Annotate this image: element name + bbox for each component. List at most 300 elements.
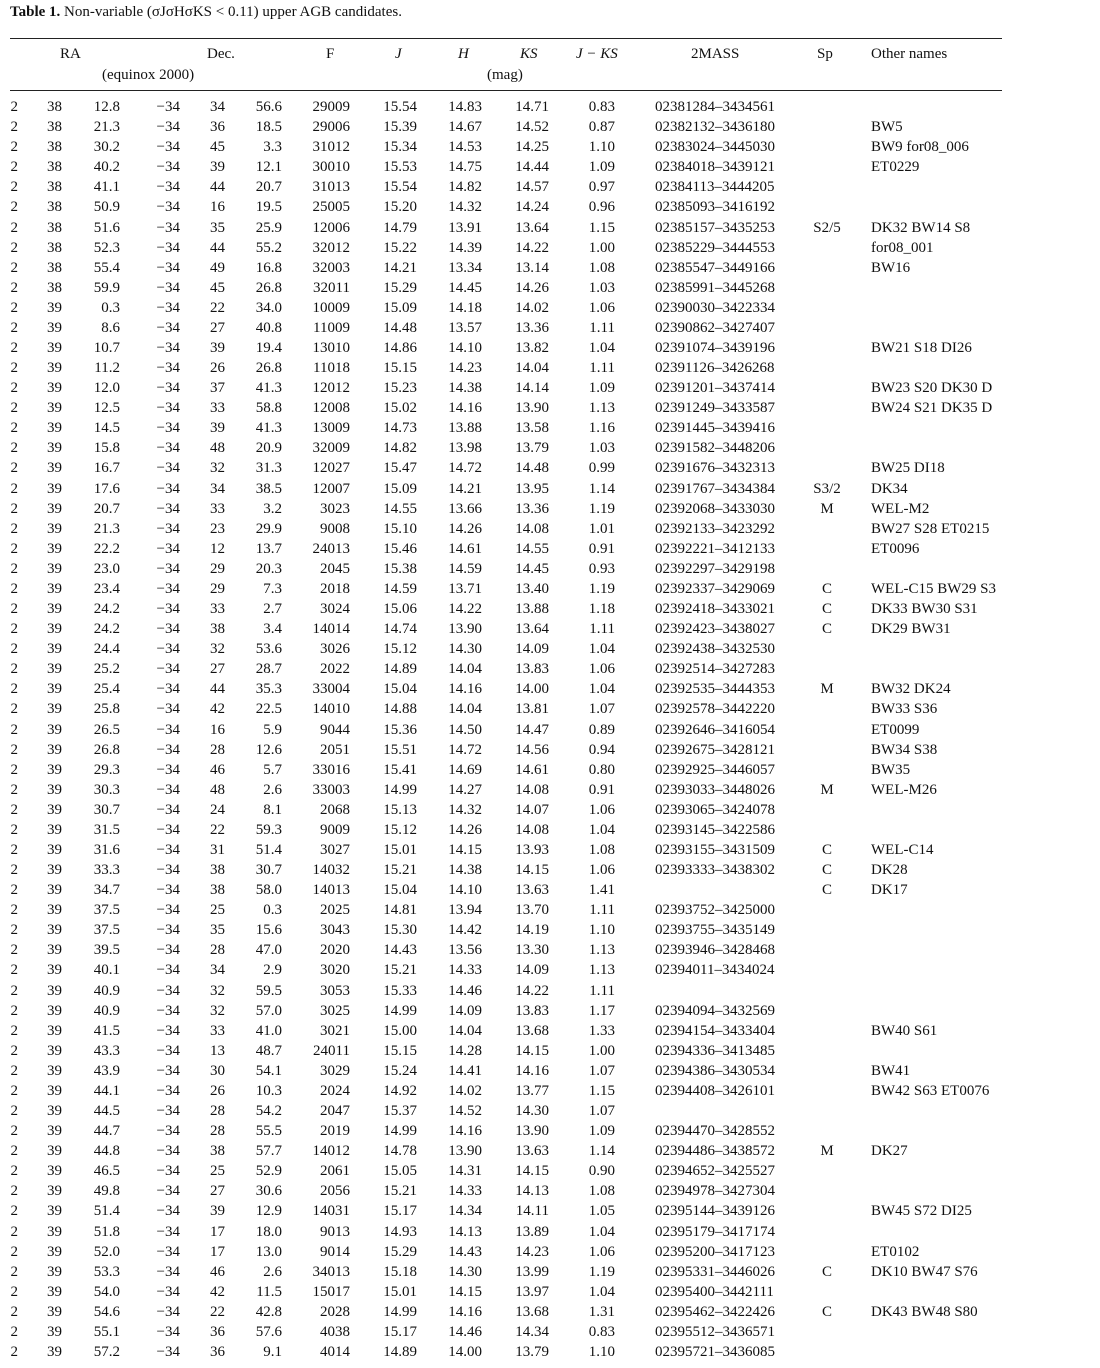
cell-j-mag: 14.59: [383, 580, 417, 597]
cell-dec-degrees: −34: [156, 902, 180, 919]
cell-dec-degrees: −34: [156, 621, 180, 638]
cell-dec-degrees: −34: [156, 942, 180, 959]
cell-j-ks: 1.19: [588, 580, 615, 597]
cell-ks-mag: 13.14: [515, 259, 549, 276]
table-row: [0, 901, 1100, 921]
table-row: [0, 480, 1100, 500]
cell-ks-mag: 13.77: [515, 1082, 549, 1099]
cell-ra-minutes: 39: [47, 299, 62, 316]
cell-j-ks: 0.83: [588, 1323, 615, 1340]
cell-ra-hours: 2: [10, 902, 18, 919]
cell-twomass-id: 02393145–3422586: [655, 821, 775, 838]
cell-f-id: 2045: [320, 560, 350, 577]
header-dec: Dec.: [207, 46, 235, 62]
cell-j-ks: 1.18: [588, 601, 615, 617]
cell-dec-arcsec: 42.8: [255, 1303, 282, 1320]
cell-ra-seconds: 40.2: [93, 159, 120, 176]
cell-twomass-id: 02395512–3436571: [655, 1323, 775, 1340]
cell-ra-hours: 2: [10, 1103, 18, 1119]
cell-f-id: 15017: [312, 1283, 350, 1300]
cell-ra-minutes: 39: [47, 601, 62, 617]
table-row: [0, 1162, 1100, 1182]
cell-ra-seconds: 44.7: [93, 1123, 120, 1140]
cell-ra-hours: 2: [10, 922, 18, 939]
cell-ra-seconds: 20.7: [93, 500, 120, 517]
cell-dec-arcmin: 36: [210, 1323, 225, 1340]
cell-f-id: 14031: [312, 1203, 350, 1220]
cell-h-mag: 14.26: [448, 821, 482, 838]
cell-dec-arcsec: 0.3: [263, 902, 282, 919]
cell-j-mag: 15.04: [383, 882, 417, 899]
cell-other-names: DK17: [871, 882, 908, 899]
cell-j-mag: 15.29: [383, 1243, 417, 1260]
table-row: [0, 339, 1100, 359]
cell-j-mag: 14.93: [383, 1223, 417, 1240]
table-row: [0, 1182, 1100, 1202]
cell-ra-seconds: 0.3: [101, 299, 120, 316]
cell-j-ks: 1.05: [588, 1203, 615, 1220]
table-row: [0, 961, 1100, 981]
header-ks: KS: [520, 46, 538, 62]
cell-ra-hours: 2: [10, 219, 18, 236]
cell-ra-seconds: 25.2: [93, 661, 120, 678]
cell-dec-arcmin: 48: [210, 781, 225, 798]
cell-ra-hours: 2: [10, 801, 18, 818]
cell-dec-degrees: −34: [156, 219, 180, 236]
table-row: [0, 1062, 1100, 1082]
cell-j-ks: 1.11: [589, 902, 615, 919]
cell-ks-mag: 14.08: [515, 520, 549, 537]
cell-h-mag: 14.61: [448, 540, 482, 557]
cell-h-mag: 14.39: [448, 239, 482, 256]
cell-ra-minutes: 38: [47, 239, 62, 256]
cell-h-mag: 14.72: [448, 741, 482, 758]
cell-other-names: BW42 S63 ET0076: [871, 1082, 990, 1099]
cell-j-mag: 15.10: [383, 520, 417, 537]
cell-ra-minutes: 39: [47, 420, 62, 437]
cell-j-mag: 14.86: [383, 340, 417, 356]
cell-dec-arcmin: 28: [210, 1123, 225, 1140]
cell-j-mag: 15.17: [383, 1323, 417, 1340]
table-row: [0, 921, 1100, 941]
cell-ks-mag: 14.09: [515, 962, 549, 979]
cell-h-mag: 14.22: [448, 601, 482, 617]
cell-ra-minutes: 39: [47, 1082, 62, 1099]
cell-twomass-id: 02395721–3436085: [655, 1344, 775, 1360]
cell-dec-arcmin: 29: [210, 560, 225, 577]
table-row: [0, 98, 1100, 118]
cell-twomass-id: 02391445–3439416: [655, 420, 775, 437]
cell-ks-mag: 14.55: [515, 540, 549, 557]
cell-dec-degrees: −34: [156, 259, 180, 276]
cell-ra-seconds: 44.8: [93, 1143, 120, 1160]
cell-dec-degrees: −34: [156, 1143, 180, 1160]
cell-twomass-id: 02390862–3427407: [655, 319, 775, 336]
cell-ra-seconds: 15.8: [93, 440, 120, 457]
header-f: F: [326, 46, 335, 62]
cell-other-names: BW5: [871, 119, 903, 136]
cell-ra-seconds: 43.9: [93, 1062, 120, 1079]
cell-ra-seconds: 31.5: [93, 821, 120, 838]
cell-dec-arcmin: 42: [210, 701, 225, 718]
cell-f-id: 2019: [320, 1123, 350, 1140]
cell-ks-mag: 14.26: [515, 279, 549, 296]
cell-dec-arcmin: 31: [210, 842, 225, 858]
cell-dec-arcsec: 55.5: [255, 1123, 282, 1140]
cell-twomass-id: 02395179–3417174: [655, 1223, 775, 1240]
cell-dec-degrees: −34: [156, 460, 180, 477]
cell-j-ks: 1.19: [588, 500, 615, 517]
cell-j-mag: 15.47: [383, 460, 417, 477]
cell-ra-seconds: 51.4: [93, 1203, 120, 1220]
cell-ra-minutes: 38: [47, 219, 62, 236]
cell-j-mag: 15.30: [383, 922, 417, 939]
cell-other-names: BW25 DI18: [871, 460, 945, 477]
table-row: [0, 1263, 1100, 1283]
cell-f-id: 32009: [312, 440, 350, 457]
cell-twomass-id: 02394386–3430534: [655, 1062, 775, 1079]
cell-f-id: 3027: [320, 842, 350, 858]
cell-dec-arcmin: 38: [210, 882, 225, 899]
cell-h-mag: 13.90: [448, 621, 482, 638]
cell-dec-degrees: −34: [156, 1303, 180, 1320]
cell-spectral-type: S3/2: [813, 480, 841, 497]
cell-dec-arcmin: 25: [210, 1163, 225, 1180]
cell-j-mag: 14.78: [383, 1143, 417, 1160]
cell-dec-arcmin: 39: [210, 1203, 225, 1220]
cell-twomass-id: 02394336–3413485: [655, 1042, 775, 1059]
cell-f-id: 33016: [312, 761, 350, 778]
cell-dec-degrees: −34: [156, 400, 180, 417]
cell-ra-seconds: 21.3: [93, 119, 120, 136]
header-h: H: [458, 46, 469, 62]
cell-twomass-id: 02393033–3448026: [655, 781, 775, 798]
cell-dec-degrees: −34: [156, 299, 180, 316]
cell-ks-mag: 14.71: [515, 99, 549, 115]
cell-dec-arcmin: 26: [210, 1082, 225, 1099]
cell-ra-seconds: 12.8: [93, 99, 120, 115]
cell-ra-seconds: 33.3: [93, 862, 120, 878]
cell-dec-degrees: −34: [156, 1344, 180, 1360]
cell-dec-arcmin: 33: [210, 601, 225, 617]
cell-ra-seconds: 54.6: [93, 1303, 120, 1320]
cell-dec-arcmin: 13: [210, 1042, 225, 1059]
cell-twomass-id: 02382132–3436180: [655, 119, 775, 136]
cell-f-id: 25005: [312, 199, 350, 216]
table-row: [0, 941, 1100, 961]
cell-twomass-id: 02391074–3439196: [655, 340, 775, 356]
cell-f-id: 12012: [312, 380, 350, 397]
table-row: [0, 600, 1100, 620]
cell-f-id: 10009: [312, 299, 350, 316]
cell-h-mag: 14.32: [448, 199, 482, 216]
table-row: [0, 1122, 1100, 1142]
cell-j-ks: 1.14: [588, 480, 615, 497]
cell-ra-seconds: 25.8: [93, 701, 120, 718]
cell-ks-mag: 14.07: [515, 801, 549, 818]
cell-dec-arcsec: 48.7: [255, 1042, 282, 1059]
cell-ra-hours: 2: [10, 882, 18, 899]
table-row: [0, 178, 1100, 198]
cell-dec-degrees: −34: [156, 1002, 180, 1019]
cell-ks-mag: 14.16: [515, 1062, 549, 1079]
cell-other-names: ET0229: [871, 159, 920, 176]
cell-j-ks: 0.87: [588, 119, 615, 136]
cell-j-mag: 15.24: [383, 1062, 417, 1079]
cell-ra-hours: 2: [10, 259, 18, 276]
cell-ra-seconds: 52.0: [93, 1243, 120, 1260]
cell-ks-mag: 13.79: [515, 440, 549, 457]
cell-ra-minutes: 39: [47, 621, 62, 638]
cell-spectral-type: S2/5: [813, 219, 841, 236]
table-row: [0, 1082, 1100, 1102]
header-2mass: 2MASS: [691, 46, 740, 62]
cell-dec-arcsec: 2.9: [263, 962, 282, 979]
cell-dec-degrees: −34: [156, 1203, 180, 1220]
cell-f-id: 12027: [312, 460, 350, 477]
cell-twomass-id: 02393155–3431509: [655, 842, 775, 858]
cell-dec-arcsec: 16.8: [255, 259, 282, 276]
cell-ra-minutes: 39: [47, 701, 62, 718]
cell-other-names: BW33 S36: [871, 701, 938, 718]
cell-ra-hours: 2: [10, 721, 18, 738]
table-row: [0, 781, 1100, 801]
cell-dec-arcmin: 23: [210, 520, 225, 537]
cell-ra-minutes: 39: [47, 1163, 62, 1180]
cell-j-mag: 15.41: [383, 761, 417, 778]
cell-ks-mag: 13.79: [515, 1344, 549, 1360]
cell-ks-mag: 13.40: [515, 580, 549, 597]
cell-ks-mag: 13.30: [515, 942, 549, 959]
cell-dec-arcmin: 27: [210, 661, 225, 678]
cell-dec-degrees: −34: [156, 119, 180, 136]
cell-ra-hours: 2: [10, 781, 18, 798]
cell-twomass-id: 02384018–3439121: [655, 159, 775, 176]
cell-other-names: DK27: [871, 1143, 908, 1160]
cell-twomass-id: 02395200–3417123: [655, 1243, 775, 1260]
cell-dec-arcmin: 28: [210, 741, 225, 758]
cell-j-mag: 15.05: [383, 1163, 417, 1180]
header-mag: (mag): [487, 67, 523, 83]
cell-ks-mag: 14.13: [515, 1183, 549, 1200]
cell-dec-degrees: −34: [156, 199, 180, 216]
header-equinox: (equinox 2000): [102, 67, 195, 83]
table-row: [0, 1343, 1100, 1363]
table-row: [0, 1042, 1100, 1062]
cell-h-mag: 14.04: [448, 1022, 482, 1039]
cell-dec-arcmin: 24: [210, 801, 225, 818]
cell-ra-minutes: 39: [47, 540, 62, 557]
cell-dec-arcmin: 22: [210, 299, 225, 316]
cell-j-mag: 15.06: [383, 601, 417, 617]
cell-j-mag: 15.15: [383, 360, 417, 376]
cell-ra-minutes: 39: [47, 982, 62, 999]
cell-dec-arcmin: 16: [210, 199, 225, 216]
cell-ra-seconds: 40.9: [93, 982, 120, 999]
cell-ra-minutes: 38: [47, 139, 62, 156]
cell-j-ks: 1.07: [588, 701, 615, 718]
cell-dec-arcmin: 32: [210, 982, 225, 999]
cell-j-mag: 14.21: [383, 259, 417, 276]
cell-twomass-id: 02391676–3432313: [655, 460, 775, 477]
cell-ra-minutes: 39: [47, 741, 62, 758]
cell-j-mag: 15.22: [383, 239, 417, 256]
table-row: [0, 1002, 1100, 1022]
cell-dec-arcsec: 7.3: [263, 580, 282, 597]
cell-j-ks: 1.10: [588, 1344, 615, 1360]
cell-j-mag: 15.51: [383, 741, 417, 758]
cell-ks-mag: 14.47: [515, 721, 549, 738]
cell-dec-arcsec: 58.0: [255, 882, 282, 899]
cell-j-mag: 14.99: [383, 1002, 417, 1019]
cell-dec-arcmin: 39: [210, 159, 225, 176]
cell-twomass-id: 02392514–3427283: [655, 661, 775, 678]
cell-f-id: 3024: [320, 601, 350, 617]
cell-twomass-id: 02392646–3416054: [655, 721, 775, 738]
cell-dec-degrees: −34: [156, 601, 180, 617]
cell-spectral-type: M: [820, 781, 834, 798]
cell-dec-degrees: −34: [156, 641, 180, 658]
cell-ks-mag: 14.34: [515, 1323, 549, 1340]
cell-dec-degrees: −34: [156, 1323, 180, 1340]
cell-ra-seconds: 51.6: [93, 219, 120, 236]
cell-dec-arcsec: 3.2: [263, 500, 282, 517]
cell-spectral-type: M: [820, 1143, 834, 1160]
cell-dec-arcmin: 16: [210, 721, 225, 738]
cell-dec-degrees: −34: [156, 862, 180, 878]
cell-other-names: WEL-C15 BW29 S3: [871, 580, 996, 597]
cell-dec-arcsec: 2.7: [263, 601, 282, 617]
cell-ks-mag: 13.63: [515, 1143, 549, 1160]
cell-ra-minutes: 39: [47, 1303, 62, 1320]
cell-h-mag: 14.26: [448, 520, 482, 537]
cell-ks-mag: 14.15: [515, 1042, 549, 1059]
cell-f-id: 12008: [312, 400, 350, 417]
cell-ra-hours: 2: [10, 1263, 18, 1280]
cell-dec-degrees: −34: [156, 340, 180, 356]
cell-j-mag: 15.21: [383, 862, 417, 878]
cell-h-mag: 13.56: [448, 942, 482, 959]
cell-j-ks: 1.08: [588, 1183, 615, 1200]
cell-dec-arcmin: 28: [210, 942, 225, 959]
cell-ks-mag: 14.52: [515, 119, 549, 136]
cell-dec-degrees: −34: [156, 139, 180, 156]
cell-f-id: 14010: [312, 701, 350, 718]
cell-ks-mag: 13.93: [515, 842, 549, 858]
cell-ra-seconds: 51.8: [93, 1223, 120, 1240]
cell-j-ks: 0.99: [588, 460, 615, 477]
table-row: [0, 660, 1100, 680]
cell-j-ks: 1.04: [588, 821, 615, 838]
cell-dec-arcmin: 35: [210, 219, 225, 236]
cell-h-mag: 14.30: [448, 1263, 482, 1280]
table-row: [0, 580, 1100, 600]
cell-twomass-id: 02392337–3429069: [655, 580, 775, 597]
cell-dec-arcsec: 53.6: [255, 641, 282, 658]
cell-j-mag: 15.01: [383, 842, 417, 858]
cell-ks-mag: 13.90: [515, 400, 549, 417]
header-j-ks: J − KS: [576, 46, 618, 62]
cell-j-ks: 0.89: [588, 721, 615, 738]
cell-dec-arcsec: 13.0: [255, 1243, 282, 1260]
cell-ra-hours: 2: [10, 139, 18, 156]
cell-dec-arcmin: 49: [210, 259, 225, 276]
cell-j-mag: 15.15: [383, 1042, 417, 1059]
cell-ra-seconds: 41.1: [93, 179, 120, 196]
cell-twomass-id: 02391249–3433587: [655, 400, 775, 417]
cell-j-ks: 0.96: [588, 199, 615, 216]
cell-ks-mag: 13.58: [515, 420, 549, 437]
cell-ra-hours: 2: [10, 179, 18, 196]
cell-twomass-id: 02393333–3438302: [655, 862, 775, 878]
cell-ra-seconds: 21.3: [93, 520, 120, 537]
cell-ra-seconds: 30.7: [93, 801, 120, 818]
cell-j-mag: 14.89: [383, 661, 417, 678]
cell-h-mag: 14.33: [448, 962, 482, 979]
cell-j-mag: 15.13: [383, 801, 417, 818]
cell-ra-minutes: 39: [47, 380, 62, 397]
cell-ra-hours: 2: [10, 400, 18, 417]
cell-twomass-id: 02395144–3439126: [655, 1203, 775, 1220]
cell-j-ks: 1.04: [588, 340, 615, 356]
cell-h-mag: 14.04: [448, 701, 482, 718]
cell-j-ks: 1.09: [588, 380, 615, 397]
cell-ra-seconds: 11.2: [94, 360, 120, 376]
table-row: [0, 560, 1100, 580]
cell-ks-mag: 14.45: [515, 560, 549, 577]
cell-h-mag: 14.45: [448, 279, 482, 296]
cell-other-names: BW45 S72 DI25: [871, 1203, 972, 1220]
cell-dec-degrees: −34: [156, 520, 180, 537]
cell-dec-degrees: −34: [156, 821, 180, 838]
cell-h-mag: 14.33: [448, 1183, 482, 1200]
cell-twomass-id: 02392438–3432530: [655, 641, 775, 658]
cell-j-ks: 1.04: [588, 1283, 615, 1300]
cell-dec-arcsec: 55.2: [255, 239, 282, 256]
cell-dec-degrees: −34: [156, 1103, 180, 1119]
cell-dec-arcsec: 9.1: [263, 1344, 282, 1360]
cell-ra-hours: 2: [10, 319, 18, 336]
cell-ks-mag: 13.88: [515, 601, 549, 617]
cell-ra-minutes: 38: [47, 279, 62, 296]
cell-j-mag: 15.29: [383, 279, 417, 296]
cell-j-mag: 15.53: [383, 159, 417, 176]
cell-dec-arcsec: 22.5: [255, 701, 282, 718]
cell-j-mag: 14.81: [383, 902, 417, 919]
cell-dec-arcsec: 54.2: [255, 1103, 282, 1119]
cell-f-id: 2024: [320, 1082, 350, 1099]
cell-ra-seconds: 22.2: [93, 540, 120, 557]
cell-twomass-id: 02392297–3429198: [655, 560, 775, 577]
cell-ks-mag: 13.64: [515, 219, 549, 236]
cell-ra-hours: 2: [10, 1243, 18, 1260]
table-row: [0, 319, 1100, 339]
cell-twomass-id: 02393946–3428468: [655, 942, 775, 959]
cell-f-id: 32012: [312, 239, 350, 256]
cell-ra-seconds: 53.3: [93, 1263, 120, 1280]
cell-spectral-type: C: [821, 1263, 832, 1280]
cell-h-mag: 13.57: [448, 319, 482, 336]
cell-ra-hours: 2: [10, 701, 18, 718]
cell-dec-arcmin: 46: [210, 1263, 225, 1280]
cell-dec-arcmin: 36: [210, 119, 225, 136]
cell-ra-seconds: 44.5: [93, 1103, 120, 1119]
cell-f-id: 3026: [320, 641, 350, 658]
cell-ra-minutes: 39: [47, 922, 62, 939]
cell-ra-minutes: 39: [47, 440, 62, 457]
cell-dec-arcmin: 35: [210, 922, 225, 939]
cell-twomass-id: 02394011–3434024: [655, 962, 775, 979]
